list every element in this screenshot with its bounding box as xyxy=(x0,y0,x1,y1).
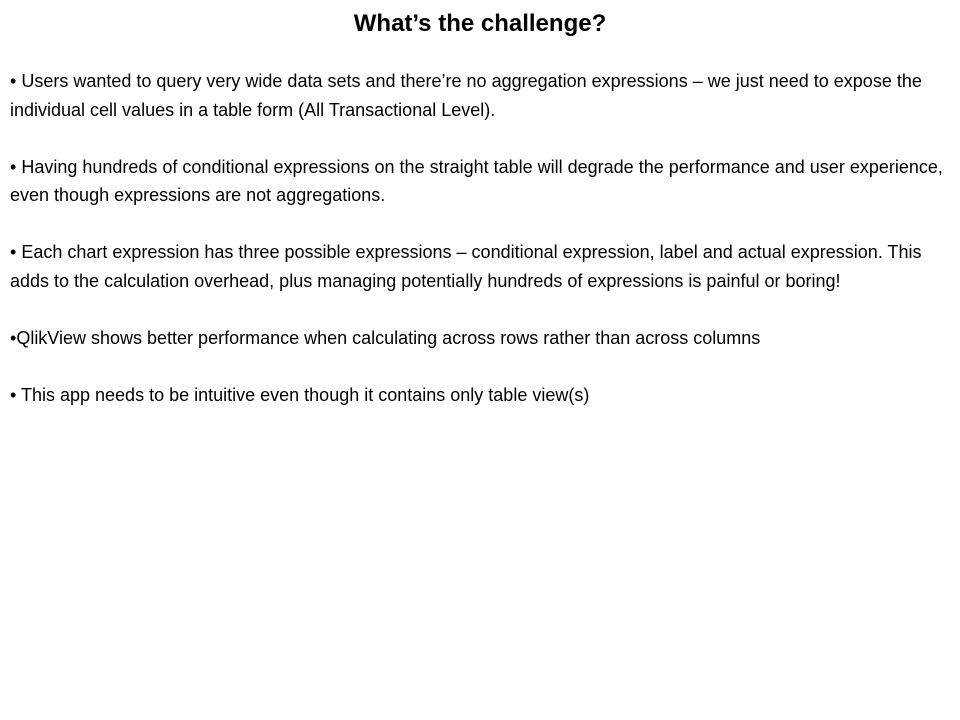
bullet-item-intuitive-app xyxy=(10,381,950,410)
bullet-marker: • xyxy=(10,156,17,177)
bullet-item-qlikview-performance xyxy=(10,324,950,353)
bullet-text: This app needs to be intuitive even though it contains only table view(s) xyxy=(16,384,590,405)
bullet-item-chart-expression xyxy=(10,238,950,295)
slide-title: What’s the challenge? xyxy=(353,10,607,37)
bullet-text: Having hundreds of conditional expressions on the straight table will degrade the performance and user experience, even though expressions are not aggregations. xyxy=(10,156,943,205)
bullet-marker: • xyxy=(10,327,17,348)
bullet-marker: • xyxy=(10,242,17,262)
bullet-list xyxy=(10,67,950,438)
bullet-text: Each chart expression has three possible expressions – conditional expression, label and actual expression. This adds to the calculation overhead, plus managing potentially hundreds of expressions is painful or boring! xyxy=(10,242,922,291)
bullet-item-wide-data-sets xyxy=(10,67,950,124)
bullet-text: Users wanted to query very wide data sets and there’re no aggregation expressions – we just need to expose the individual cell values in a table form (All Transactional Level). xyxy=(10,71,922,120)
bullet-marker: • xyxy=(10,384,17,405)
bullet-marker: • xyxy=(10,71,17,91)
bullet-text: QlikView shows better performance when calculating across rows rather than across columns xyxy=(16,327,761,348)
bullet-item-conditional-expressions xyxy=(10,153,950,210)
